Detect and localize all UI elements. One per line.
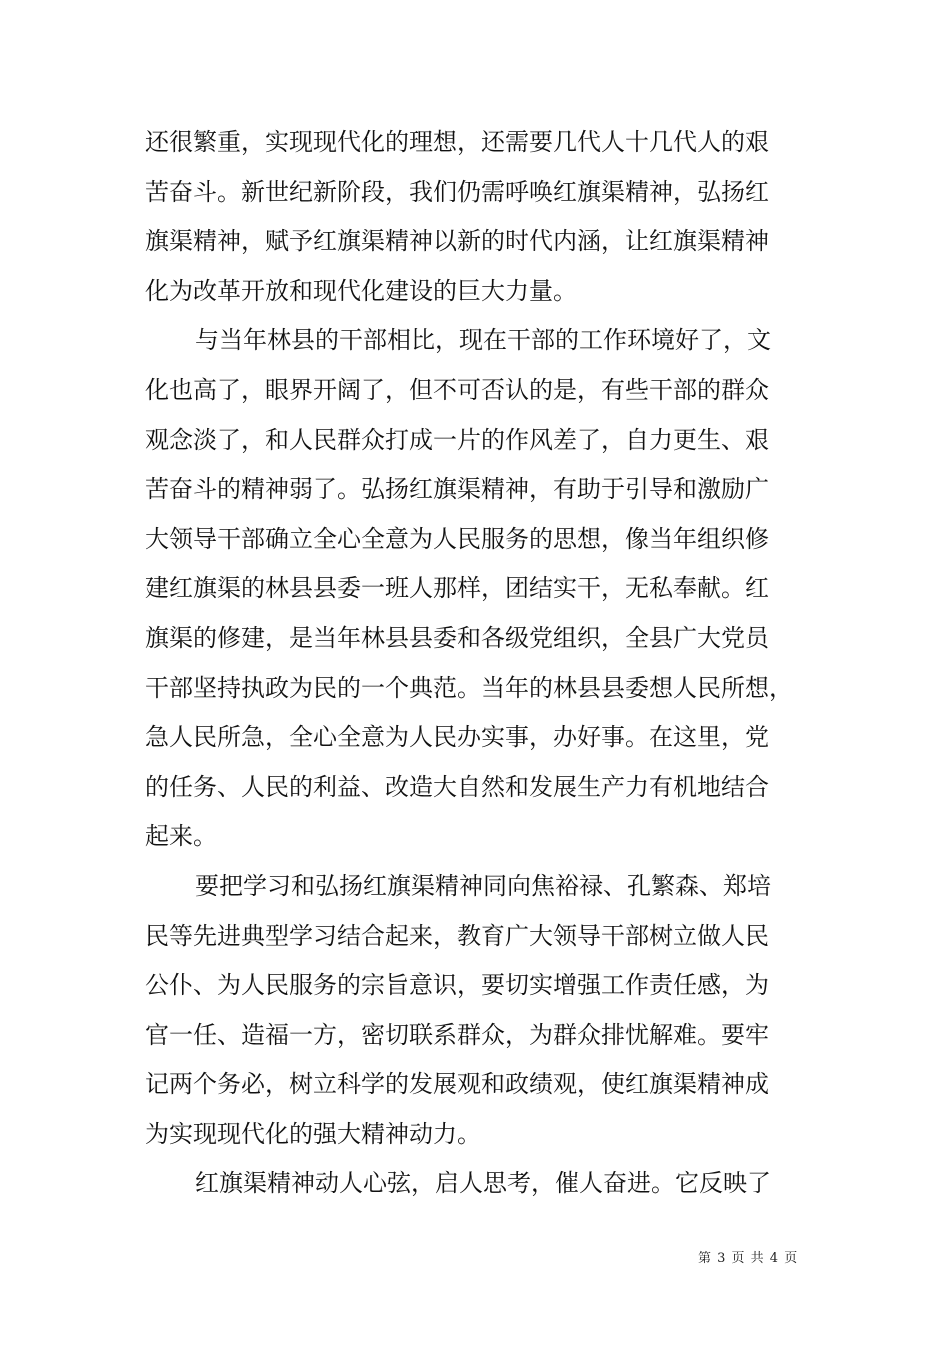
text-line: 要把学习和弘扬红旗渠精神同向焦裕禄、孔繁森、郑培 — [195, 871, 771, 900]
text-line: 建红旗渠的林县县委一班人那样，团结实干，无私奉献。红 — [145, 574, 769, 603]
text-line: 化也高了，眼界开阔了，但不可否认的是，有些干部的群众 — [145, 375, 769, 404]
text-line: 记两个务必，树立科学的发展观和政绩观，使红旗渠精神成 — [145, 1070, 769, 1099]
text-line: 还很繁重，实现现代化的理想，还需要几代人十几代人的艰 — [145, 128, 769, 156]
text-line: 公仆、为人民服务的宗旨意识，要切实增强工作责任感，为 — [145, 971, 769, 1000]
text-line: 苦奋斗的精神弱了。弘扬红旗渠精神，有助于引导和激励广 — [145, 475, 769, 504]
text-line: 苦奋斗。新世纪新阶段，我们仍需呼唤红旗渠精神，弘扬红 — [145, 177, 769, 206]
text-line: 旗渠精神，赋予红旗渠精神以新的时代内涵，让红旗渠精神 — [145, 227, 769, 256]
paragraph — [145, 118, 769, 316]
text-line: 与当年林县的干部相比，现在干部的工作环境好了，文 — [195, 326, 771, 355]
text-line: 起来。 — [145, 822, 217, 851]
paragraph — [145, 862, 771, 1160]
text-line: 红旗渠精神动人心弦，启人思考，催人奋进。它反映了 — [195, 1169, 771, 1198]
text-line: 干部坚持执政为民的一个典范。当年的林县县委想人民所想， — [145, 673, 793, 702]
text-line: 官一任、造福一方，密切联系群众，为群众排忧解难。要牢 — [145, 1020, 769, 1049]
text-line: 观念淡了，和人民群众打成一片的作风差了，自力更生、艰 — [145, 425, 769, 454]
text-line: 急人民所急，全心全意为人民办实事，办好事。在这里，党 — [145, 723, 769, 752]
page-footer: 第 3 页 共 4 页 — [698, 1251, 799, 1266]
paragraph — [145, 1159, 771, 1209]
text-line: 的任务、人民的利益、改造大自然和发展生产力有机地结合 — [145, 772, 769, 801]
text-line: 大领导干部确立全心全意为人民服务的思想，像当年组织修 — [145, 524, 769, 553]
document-body — [145, 118, 793, 1209]
text-line: 旗渠的修建，是当年林县县委和各级党组织，全县广大党员 — [145, 623, 769, 652]
text-line: 为实现现代化的强大精神动力。 — [145, 1119, 481, 1148]
text-line: 民等先进典型学习结合起来，教育广大领导干部树立做人民 — [145, 921, 769, 950]
paragraph — [145, 316, 793, 862]
text-line: 化为改革开放和现代化建设的巨大力量。 — [145, 276, 577, 305]
